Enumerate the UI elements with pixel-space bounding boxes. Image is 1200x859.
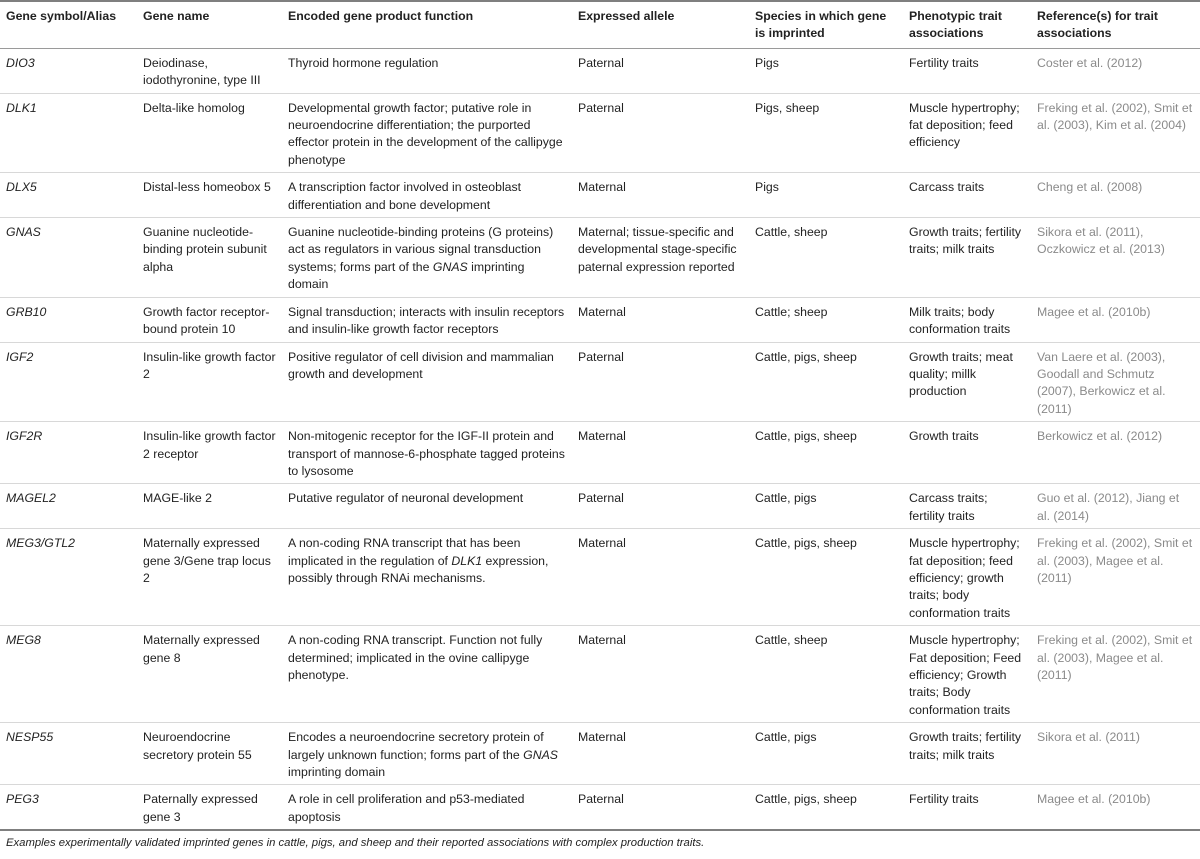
- species-cell: Cattle; sheep: [749, 297, 903, 342]
- function-cell: [282, 48, 572, 93]
- expressed-allele-cell: Paternal: [572, 785, 749, 830]
- gene-name-cell: Delta-like homolog: [137, 93, 282, 173]
- function-text: Positive regulator of cell division and mammalian growth and development: [288, 349, 554, 381]
- table-header-row: [0, 1, 1200, 48]
- expressed-allele-cell: Maternal: [572, 297, 749, 342]
- references-cell: Van Laere et al. (2003), Goodall and Schmutz (2007), Berkowicz et al. (2011): [1031, 342, 1200, 422]
- species-cell: Cattle, pigs, sheep: [749, 422, 903, 484]
- header-traits: Phenotypic trait associations: [903, 1, 1031, 48]
- function-text: Non-mitogenic receptor for the IGF-II protein and transport of mannose-6-phosphate tagged proteins to lysosome: [288, 429, 565, 478]
- function-cell: [282, 93, 572, 173]
- gene-symbol-cell: DLK1: [0, 93, 137, 173]
- gene-name-cell: Paternally expressed gene 3: [137, 785, 282, 830]
- references-cell: Freking et al. (2002), Smit et al. (2003), Magee et al. (2011): [1031, 626, 1200, 723]
- table-caption: Examples experimentally validated imprinted genes in cattle, pigs, and sheep and their reported associations with complex production traits.: [6, 837, 705, 849]
- function-text: imprinting domain: [288, 765, 386, 780]
- traits-cell: Muscle hypertrophy; fat deposition; feed efficiency; growth traits; body conformation traits: [903, 529, 1031, 626]
- function-cell: [282, 785, 572, 830]
- traits-cell: Milk traits; body conformation traits: [903, 297, 1031, 342]
- function-text: Encodes a neuroendocrine secretory protein of largely unknown function; forms part of the: [288, 730, 544, 762]
- function-cell: [282, 529, 572, 626]
- table-row: [0, 484, 1200, 529]
- traits-cell: Carcass traits; fertility traits: [903, 484, 1031, 529]
- gene-symbol-cell: MEG8: [0, 626, 137, 723]
- function-text: expression, possibly through RNAi mechanisms.: [288, 553, 549, 585]
- table-row: [0, 626, 1200, 723]
- gene-name-cell: Guanine nucleotide-binding protein subunit alpha: [137, 218, 282, 298]
- function-cell: [282, 297, 572, 342]
- table-row: [0, 48, 1200, 93]
- species-cell: Cattle, pigs, sheep: [749, 785, 903, 830]
- italic-gene-ref: GNAS: [432, 259, 468, 274]
- function-cell: [282, 723, 572, 785]
- expressed-allele-cell: Maternal; tissue-specific and developmental stage-specific paternal expression reported: [572, 218, 749, 298]
- references-cell: Magee et al. (2010b): [1031, 297, 1200, 342]
- species-cell: Cattle, pigs: [749, 484, 903, 529]
- header-references: Reference(s) for trait associations: [1031, 1, 1200, 48]
- function-text: A non-coding RNA transcript that has been implicated in the regulation of: [288, 536, 521, 568]
- header-gene-name: Gene name: [137, 1, 282, 48]
- gene-symbol-cell: DIO3: [0, 48, 137, 93]
- references-cell: Guo et al. (2012), Jiang et al. (2014): [1031, 484, 1200, 529]
- italic-gene-ref: GNAS: [523, 747, 558, 762]
- function-text: Developmental growth factor; putative role in neuroendocrine differentiation; the purported effector protein in the development of the callipyge phenotype: [288, 100, 563, 167]
- function-text: imprinting domain: [288, 259, 525, 292]
- table-row: [0, 529, 1200, 626]
- table-row: [0, 93, 1200, 173]
- species-cell: Cattle, pigs, sheep: [749, 529, 903, 626]
- gene-name-cell: Distal-less homeobox 5: [137, 173, 282, 218]
- species-cell: Cattle, sheep: [749, 626, 903, 723]
- expressed-allele-cell: Maternal: [572, 173, 749, 218]
- references-cell: Sikora et al. (2011): [1031, 723, 1200, 785]
- expressed-allele-cell: Maternal: [572, 529, 749, 626]
- species-cell: Cattle, sheep: [749, 218, 903, 298]
- species-cell: Cattle, pigs: [749, 723, 903, 785]
- italic-gene-ref: DLK1: [451, 553, 483, 568]
- gene-symbol-cell: MAGEL2: [0, 484, 137, 529]
- traits-cell: Fertility traits: [903, 48, 1031, 93]
- gene-name-cell: Growth factor receptor-bound protein 10: [137, 297, 282, 342]
- gene-name-cell: Maternally expressed gene 3/Gene trap locus 2: [137, 529, 282, 626]
- header-species: Species in which gene is imprinted: [749, 1, 903, 48]
- header-expressed-allele: Expressed allele: [572, 1, 749, 48]
- gene-symbol-cell: MEG3/GTL2: [0, 529, 137, 626]
- table-row: [0, 218, 1200, 298]
- references-cell: Freking et al. (2002), Smit et al. (2003), Magee et al. (2011): [1031, 529, 1200, 626]
- traits-cell: Growth traits; fertility traits; milk traits: [903, 723, 1031, 785]
- function-cell: [282, 173, 572, 218]
- gene-name-cell: Insulin-like growth factor 2 receptor: [137, 422, 282, 484]
- function-text: A role in cell proliferation and p53-mediated apoptosis: [288, 792, 525, 824]
- expressed-allele-cell: Paternal: [572, 48, 749, 93]
- references-cell: Coster et al. (2012): [1031, 48, 1200, 93]
- species-cell: Pigs, sheep: [749, 93, 903, 173]
- expressed-allele-cell: Paternal: [572, 484, 749, 529]
- table-body: [0, 48, 1200, 830]
- traits-cell: Fertility traits: [903, 785, 1031, 830]
- function-text: Signal transduction; interacts with insulin receptors and insulin-like growth factor receptors: [288, 304, 565, 337]
- expressed-allele-cell: Maternal: [572, 422, 749, 484]
- function-text: A non-coding RNA transcript. Function not fully determined; implicated in the ovine callipyge phenotype.: [288, 633, 543, 682]
- table-row: [0, 342, 1200, 422]
- table-row: [0, 785, 1200, 830]
- function-cell: [282, 626, 572, 723]
- function-cell: [282, 484, 572, 529]
- traits-cell: Carcass traits: [903, 173, 1031, 218]
- references-cell: Cheng et al. (2008): [1031, 173, 1200, 218]
- function-text: Guanine nucleotide-binding proteins (G proteins) act as regulators in various signal transduction systems; forms part of the: [288, 225, 554, 274]
- function-text: A transcription factor involved in osteoblast differentiation and bone development: [288, 180, 522, 212]
- traits-cell: Growth traits; meat quality; millk production: [903, 342, 1031, 422]
- gene-name-cell: MAGE-like 2: [137, 484, 282, 529]
- gene-name-cell: Maternally expressed gene 8: [137, 626, 282, 723]
- gene-name-cell: Insulin-like growth factor 2: [137, 342, 282, 422]
- traits-cell: Muscle hypertrophy; Fat deposition; Feed efficiency; Growth traits; Body conformation traits: [903, 626, 1031, 723]
- references-cell: Berkowicz et al. (2012): [1031, 422, 1200, 484]
- gene-symbol-cell: GRB10: [0, 297, 137, 342]
- function-text: Putative regulator of neuronal development: [288, 491, 524, 506]
- gene-symbol-cell: PEG3: [0, 785, 137, 830]
- traits-cell: Growth traits: [903, 422, 1031, 484]
- references-cell: Freking et al. (2002), Smit et al. (2003), Kim et al. (2004): [1031, 93, 1200, 173]
- gene-symbol-cell: GNAS: [0, 218, 137, 298]
- expressed-allele-cell: Paternal: [572, 342, 749, 422]
- references-cell: Magee et al. (2010b): [1031, 785, 1200, 830]
- function-cell: [282, 218, 572, 298]
- gene-name-cell: Deiodinase, iodothyronine, type III: [137, 48, 282, 93]
- gene-symbol-cell: DLX5: [0, 173, 137, 218]
- expressed-allele-cell: Maternal: [572, 626, 749, 723]
- table-row: [0, 422, 1200, 484]
- expressed-allele-cell: Paternal: [572, 93, 749, 173]
- table-row: [0, 173, 1200, 218]
- gene-symbol-cell: NESP55: [0, 723, 137, 785]
- gene-symbol-cell: IGF2: [0, 342, 137, 422]
- traits-cell: Muscle hypertrophy; fat deposition; feed efficiency: [903, 93, 1031, 173]
- references-cell: Sikora et al. (2011), Oczkowicz et al. (2013): [1031, 218, 1200, 298]
- species-cell: Pigs: [749, 173, 903, 218]
- expressed-allele-cell: Maternal: [572, 723, 749, 785]
- traits-cell: Growth traits; fertility traits; milk traits: [903, 218, 1031, 298]
- function-text: Thyroid hormone regulation: [288, 55, 439, 70]
- function-cell: [282, 422, 572, 484]
- header-function: Encoded gene product function: [282, 1, 572, 48]
- gene-symbol-cell: IGF2R: [0, 422, 137, 484]
- function-cell: [282, 342, 572, 422]
- table-row: [0, 723, 1200, 785]
- species-cell: Cattle, pigs, sheep: [749, 342, 903, 422]
- gene-name-cell: Neuroendocrine secretory protein 55: [137, 723, 282, 785]
- header-gene-symbol: Gene symbol/Alias: [0, 1, 137, 48]
- table-row: [0, 297, 1200, 342]
- species-cell: Pigs: [749, 48, 903, 93]
